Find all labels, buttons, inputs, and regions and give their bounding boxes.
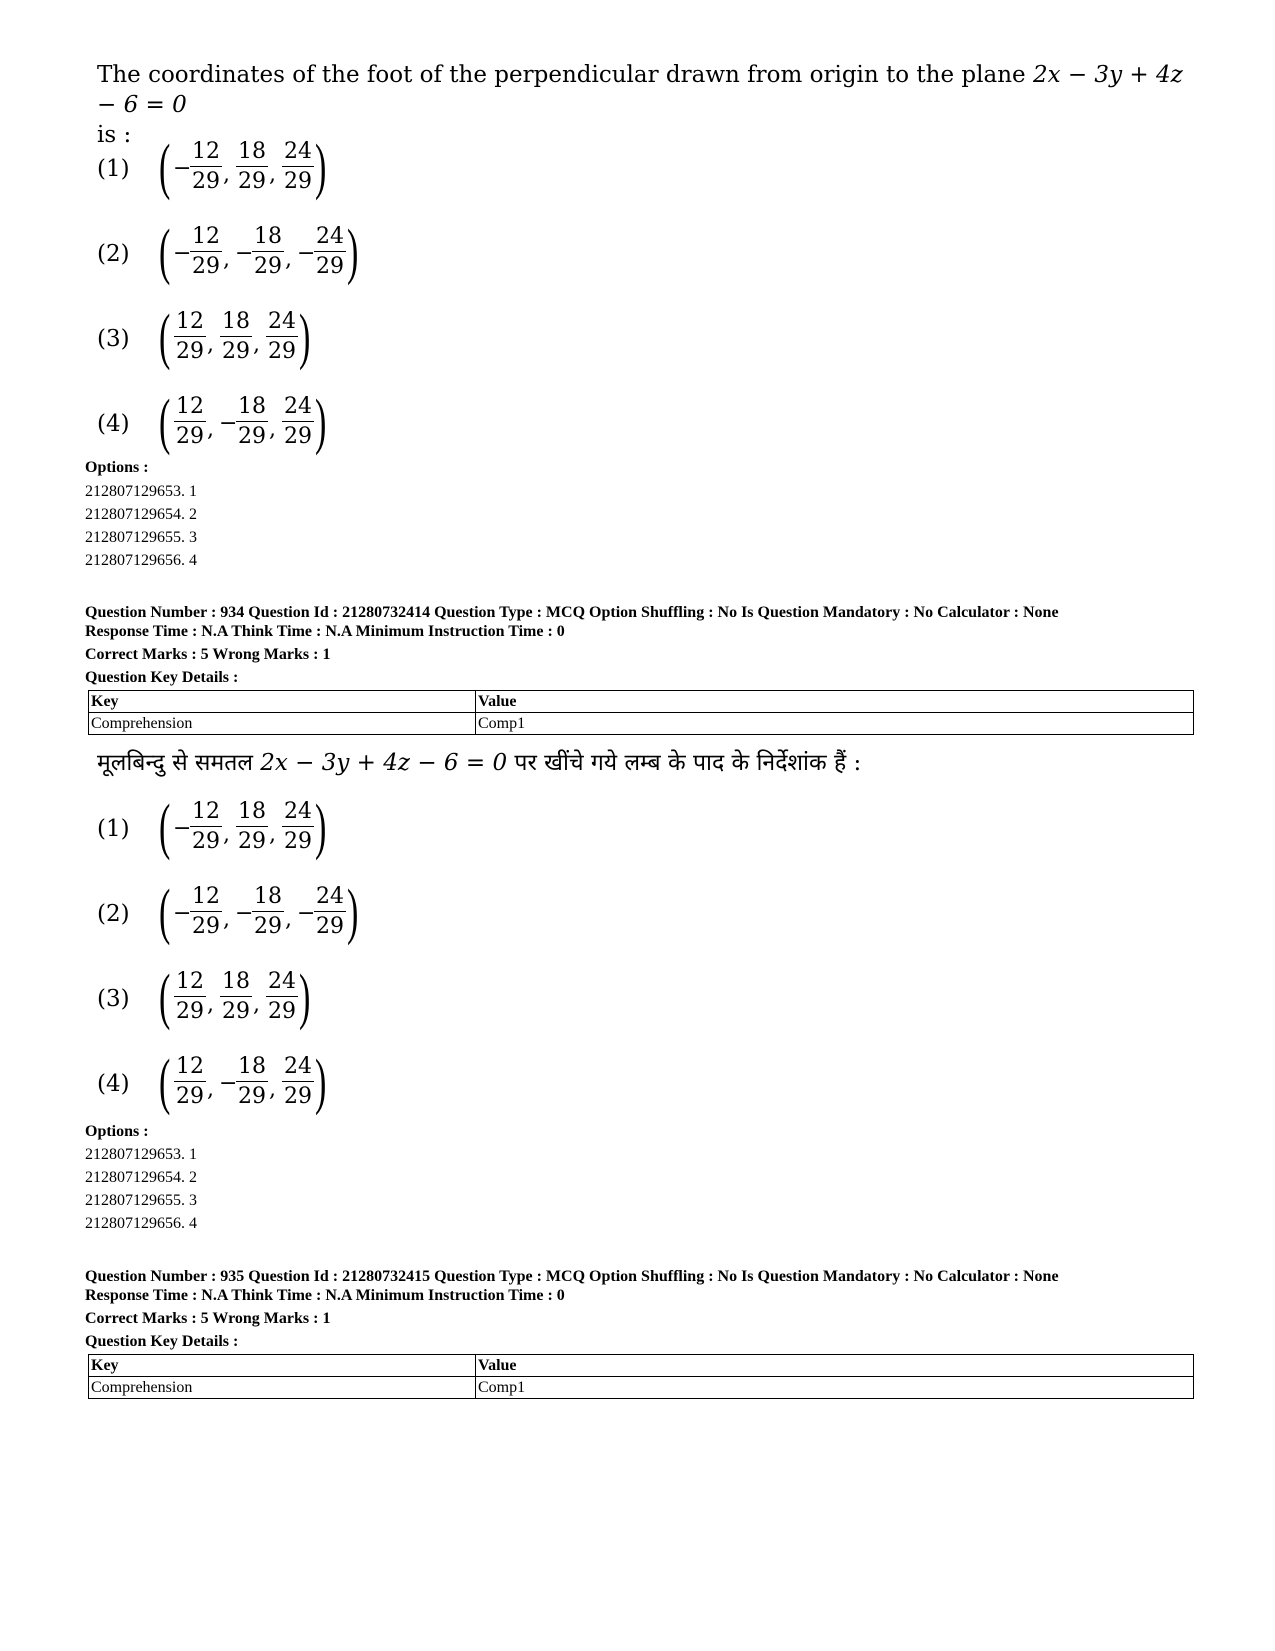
comma: , [223, 247, 230, 272]
denominator: 29 [192, 829, 220, 854]
denominator: 29 [284, 169, 312, 194]
numerator: 12 [176, 394, 204, 419]
comma: , [207, 992, 214, 1017]
option-id-2: 212807129654. 2 [85, 1169, 197, 1186]
left-paren: ( [159, 878, 171, 946]
answer-choice-label: (1) [97, 156, 130, 182]
minus-sign: − [235, 241, 254, 266]
question-934-meta: Question Number : 934 Question Id : 21280732414 Question Type : MCQ Option Shuffling : No Is Question Mandatory : No Calculator : None [85, 604, 1059, 621]
comma: , [269, 822, 276, 847]
denominator: 29 [238, 424, 266, 449]
minus-sign: − [235, 901, 254, 926]
table-header-key: Key [89, 1355, 476, 1377]
option-id-3: 212807129655. 3 [85, 529, 197, 546]
question-934-hindi-stem-end: पर खींचे गये लम्ब के पाद के निर्देशांक हैं : [507, 750, 862, 776]
question-935-key-table [88, 1354, 1194, 1399]
denominator: 29 [176, 1084, 204, 1109]
question-934-hindi-stem: मूलबिन्दु से समतल [97, 750, 261, 776]
comma: , [285, 247, 292, 272]
left-paren: ( [159, 963, 171, 1031]
fraction [251, 883, 285, 942]
answer-choice-label: (1) [97, 816, 130, 842]
numerator: 24 [284, 799, 312, 824]
numerator: 24 [268, 309, 296, 334]
answer-choice-label: (4) [97, 1071, 130, 1097]
denominator: 29 [284, 829, 312, 854]
question-933-stem: The coordinates of the foot of the perpendicular drawn from origin to the plane [97, 62, 1033, 88]
table-cell-value: Comp1 [476, 1377, 1194, 1399]
minus-sign: − [173, 901, 192, 926]
question-935-timing: Response Time : N.A Think Time : N.A Minimum Instruction Time : 0 [85, 1287, 565, 1304]
numerator: 24 [284, 1054, 312, 1079]
question-934-key-table [88, 690, 1194, 735]
minus-sign: − [297, 241, 316, 266]
table-row [89, 1377, 1194, 1399]
denominator: 29 [254, 914, 282, 939]
denominator: 29 [268, 339, 296, 364]
question-935-meta: Question Number : 935 Question Id : 21280732415 Question Type : MCQ Option Shuffling : No Is Question Mandatory : No Calculator : None [85, 1268, 1059, 1285]
numerator: 12 [192, 799, 220, 824]
minus-sign: − [173, 816, 192, 841]
fraction [251, 223, 285, 282]
right-paren: ) [315, 388, 327, 456]
options-heading: Options : [85, 459, 149, 476]
fraction [313, 223, 347, 282]
minus-sign: − [219, 1071, 238, 1096]
answer-choice-label: (4) [97, 411, 130, 437]
denominator: 29 [176, 424, 204, 449]
fraction [281, 393, 315, 452]
numerator: 18 [254, 224, 282, 249]
question-934-marks: Correct Marks : 5 Wrong Marks : 1 [85, 646, 331, 663]
comma: , [253, 992, 260, 1017]
question-934-equation: 2x − 3y + 4z − 6 = 0 [260, 750, 508, 776]
comma: , [207, 417, 214, 442]
comma: , [269, 1077, 276, 1102]
numerator: 24 [284, 139, 312, 164]
left-paren: ( [159, 218, 171, 286]
comma: , [223, 907, 230, 932]
right-paren: ) [315, 793, 327, 861]
table-header-row [89, 691, 1194, 713]
table-header-row [89, 1355, 1194, 1377]
question-935-marks: Correct Marks : 5 Wrong Marks : 1 [85, 1310, 331, 1327]
denominator: 29 [268, 999, 296, 1024]
table-header-key: Key [89, 691, 476, 713]
question-933-stem-end: is : [97, 122, 132, 148]
right-paren: ) [299, 303, 311, 371]
fraction [281, 138, 315, 197]
left-paren: ( [159, 303, 171, 371]
minus-sign: − [297, 901, 316, 926]
numerator: 12 [192, 224, 220, 249]
denominator: 29 [222, 999, 250, 1024]
right-paren: ) [315, 133, 327, 201]
fraction [313, 883, 347, 942]
fraction [235, 138, 269, 197]
denominator: 29 [254, 254, 282, 279]
fraction [173, 1053, 207, 1112]
numerator: 18 [222, 309, 250, 334]
fraction [219, 968, 253, 1027]
fraction [189, 883, 223, 942]
right-paren: ) [315, 1048, 327, 1116]
question-934-text [97, 748, 1207, 778]
option-id-1: 212807129653. 1 [85, 483, 197, 500]
fraction [189, 223, 223, 282]
fraction [281, 798, 315, 857]
table-row [89, 713, 1194, 735]
numerator: 12 [176, 969, 204, 994]
answer-choice-label: (2) [97, 241, 130, 267]
question-934-timing: Response Time : N.A Think Time : N.A Minimum Instruction Time : 0 [85, 623, 565, 640]
left-paren: ( [159, 793, 171, 861]
numerator: 18 [222, 969, 250, 994]
answer-choice-label: (3) [97, 986, 130, 1012]
table-cell-key: Comprehension [89, 713, 476, 735]
fraction [235, 393, 269, 452]
question-933-equation: 2x − 3y + 4z − 6 = 0 [97, 62, 1183, 118]
numerator: 24 [284, 394, 312, 419]
left-paren: ( [159, 388, 171, 456]
denominator: 29 [192, 914, 220, 939]
option-id-1: 212807129653. 1 [85, 1146, 197, 1163]
table-header-value: Value [476, 691, 1194, 713]
fraction [173, 308, 207, 367]
comma: , [207, 1077, 214, 1102]
denominator: 29 [192, 169, 220, 194]
numerator: 12 [192, 884, 220, 909]
right-paren: ) [347, 878, 359, 946]
denominator: 29 [176, 999, 204, 1024]
denominator: 29 [316, 914, 344, 939]
option-id-3: 212807129655. 3 [85, 1192, 197, 1209]
numerator: 18 [238, 1054, 266, 1079]
left-paren: ( [159, 133, 171, 201]
comma: , [269, 162, 276, 187]
numerator: 18 [254, 884, 282, 909]
numerator: 18 [238, 139, 266, 164]
option-id-4: 212807129656. 4 [85, 552, 197, 569]
question-935-key-heading: Question Key Details : [85, 1333, 239, 1350]
left-paren: ( [159, 1048, 171, 1116]
fraction [173, 393, 207, 452]
fraction [235, 798, 269, 857]
table-cell-value: Comp1 [476, 713, 1194, 735]
denominator: 29 [316, 254, 344, 279]
question-933-text [97, 60, 1207, 150]
options-heading: Options : [85, 1123, 149, 1140]
minus-sign: − [173, 241, 192, 266]
fraction [189, 798, 223, 857]
fraction [173, 968, 207, 1027]
table-cell-key: Comprehension [89, 1377, 476, 1399]
fraction [281, 1053, 315, 1112]
denominator: 29 [284, 1084, 312, 1109]
numerator: 12 [176, 309, 204, 334]
numerator: 18 [238, 799, 266, 824]
fraction [265, 308, 299, 367]
fraction [265, 968, 299, 1027]
comma: , [253, 332, 260, 357]
minus-sign: − [173, 156, 192, 181]
numerator: 24 [316, 224, 344, 249]
denominator: 29 [238, 1084, 266, 1109]
numerator: 24 [316, 884, 344, 909]
option-id-2: 212807129654. 2 [85, 506, 197, 523]
numerator: 12 [192, 139, 220, 164]
comma: , [285, 907, 292, 932]
fraction [235, 1053, 269, 1112]
comma: , [269, 417, 276, 442]
numerator: 12 [176, 1054, 204, 1079]
comma: , [223, 162, 230, 187]
right-paren: ) [299, 963, 311, 1031]
answer-choice-label: (3) [97, 326, 130, 352]
fraction [189, 138, 223, 197]
numerator: 18 [238, 394, 266, 419]
minus-sign: − [219, 411, 238, 436]
comma: , [207, 332, 214, 357]
denominator: 29 [284, 424, 312, 449]
fraction [219, 308, 253, 367]
table-header-value: Value [476, 1355, 1194, 1377]
numerator: 24 [268, 969, 296, 994]
denominator: 29 [238, 829, 266, 854]
denominator: 29 [238, 169, 266, 194]
right-paren: ) [347, 218, 359, 286]
question-934-key-heading: Question Key Details : [85, 669, 239, 686]
comma: , [223, 822, 230, 847]
denominator: 29 [192, 254, 220, 279]
option-id-4: 212807129656. 4 [85, 1215, 197, 1232]
denominator: 29 [222, 339, 250, 364]
denominator: 29 [176, 339, 204, 364]
answer-choice-label: (2) [97, 901, 130, 927]
